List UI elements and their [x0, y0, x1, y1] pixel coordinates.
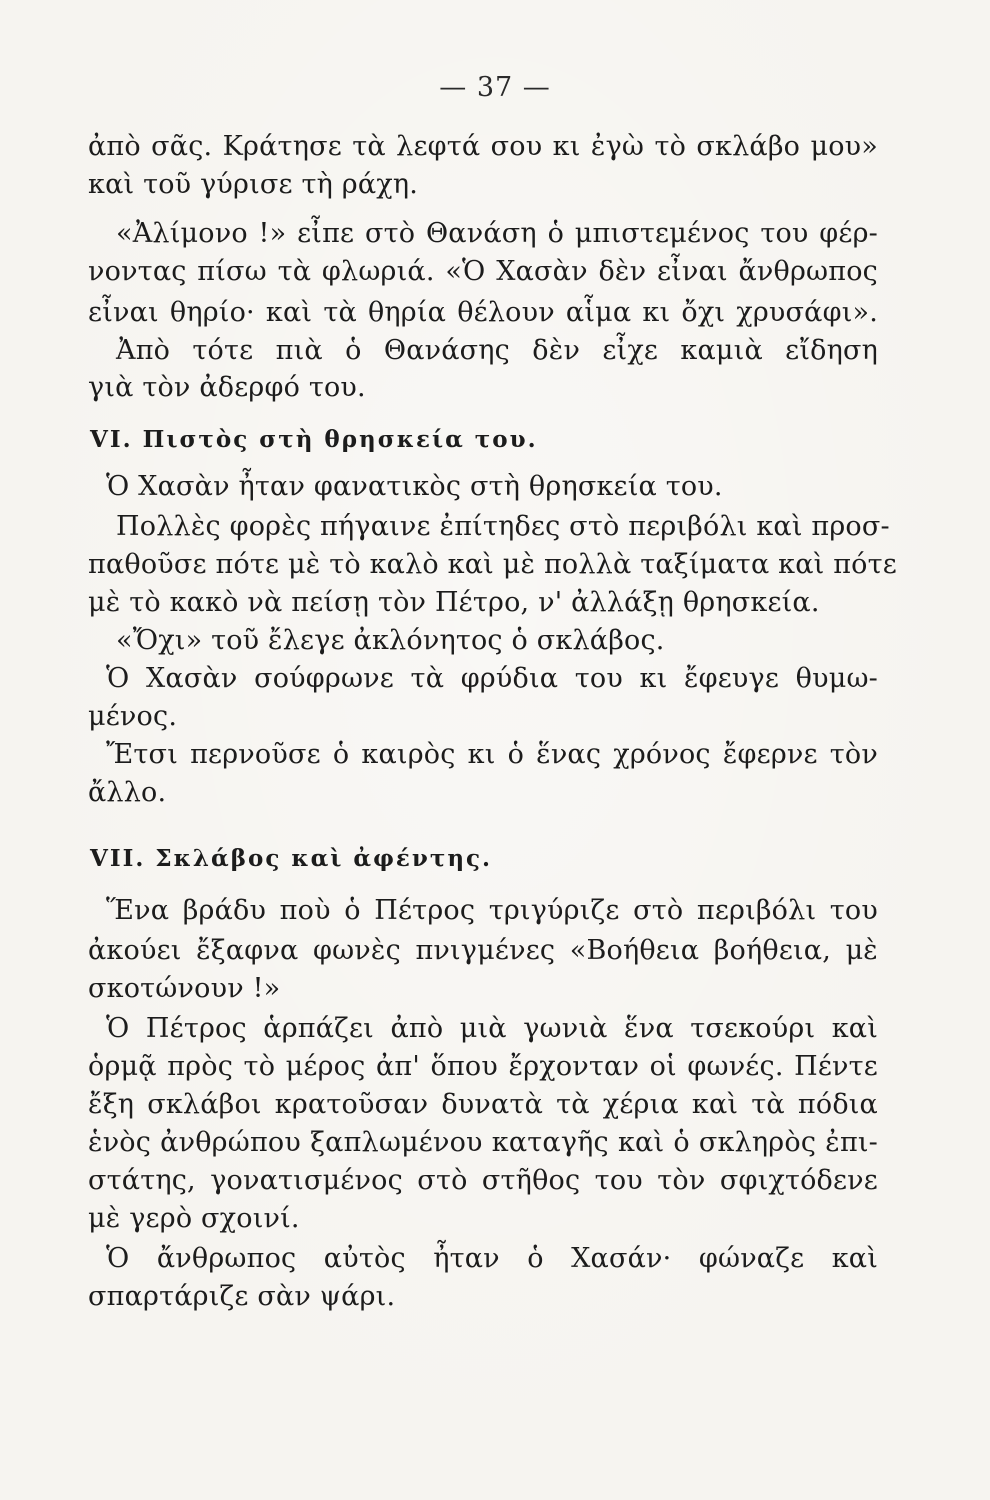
text-line: στάτης, γονατισμένος στὸ στῆθος του τὸν σφιχτόδενε: [88, 1165, 878, 1196]
text-line: Ἕνα βράδυ ποὺ ὁ Πέτρος τριγύριζε στὸ περιβόλι του: [106, 895, 878, 926]
text-line: ὁρμᾷ πρὸς τὸ μέρος ἀπ' ὅπου ἔρχονταν οἱ φωνές. Πέντε: [88, 1051, 878, 1082]
text-line: μὲ τὸ κακὸ νὰ πείσῃ τὸν Πέτρο, ν' ἀλλάξῃ θρησκεία.: [88, 587, 820, 618]
text-line: Ὁ Χασὰν σούφρωνε τὰ φρύδια του κι ἔφευγε θυμω-: [106, 663, 878, 694]
text-line: Ἀπὸ τότε πιὰ ὁ Θανάσης δὲν εἶχε καμιὰ εἴδηση: [116, 335, 878, 366]
text-line: «Ὄχι» τοῦ ἔλεγε ἀκλόνητος ὁ σκλάβος.: [116, 625, 665, 656]
text-line: νοντας πίσω τὰ φλωριά. «Ὁ Χασὰν δὲν εἶναι ἄνθρωπος: [88, 256, 878, 287]
text-line: ἑνὸς ἀνθρώπου ξαπλωμένου καταγῆς καὶ ὁ σκληρὸς ἐπι-: [88, 1127, 878, 1158]
text-line: σκοτώνουν !»: [88, 973, 281, 1004]
text-line: Πολλὲς φορὲς πήγαινε ἐπίτηδες στὸ περιβόλι καὶ προσ-: [116, 511, 890, 542]
text-line: ἔξη σκλάβοι κρατοῦσαν δυνατὰ τὰ χέρια καὶ τὰ πόδια: [88, 1089, 878, 1120]
text-line: μένος.: [88, 701, 178, 732]
page-number: — 37 —: [439, 72, 551, 103]
text-line: Ἔτσι περνοῦσε ὁ καιρὸς κι ὁ ἕνας χρόνος ἔφερνε τὸν: [106, 739, 878, 770]
text-line: Ὁ ἄνθρωπος αὐτὸς ἦταν ὁ Χασάν· φώναζε καὶ: [106, 1243, 878, 1274]
section-heading: VII. Σκλάβος καὶ ἀφέντης.: [90, 845, 493, 872]
text-line: «Ἀλίμονο !» εἶπε στὸ Θανάση ὁ μπιστεμένος του φέρ-: [116, 218, 878, 249]
text-line: σπαρτάριζε σὰν ψάρι.: [88, 1281, 396, 1312]
text-line: εἶναι θηρίο· καὶ τὰ θηρία θέλουν αἷμα κι ὄχι χρυσάφι».: [88, 297, 878, 328]
text-line: ἀπὸ σᾶς. Κράτησε τὰ λεφτά σου κι ἐγὼ τὸ σκλάβο μου»: [88, 131, 878, 162]
text-line: ἀκούει ἔξαφνα φωνὲς πνιγμένες «Βοήθεια βοήθεια, μὲ: [88, 935, 878, 966]
text-line: ἄλλο.: [88, 777, 167, 808]
text-line: Ὁ Χασὰν ἦταν φανατικὸς στὴ θρησκεία του.: [106, 471, 723, 502]
text-line: γιὰ τὸν ἀδερφό του.: [88, 372, 366, 403]
text-line: καὶ τοῦ γύρισε τὴ ράχη.: [88, 169, 418, 200]
text-line: μὲ γερὸ σχοινί.: [88, 1203, 300, 1234]
section-heading: VI. Πιστὸς στὴ θρησκεία του.: [90, 426, 538, 453]
text-line: παθοῦσε πότε μὲ τὸ καλὸ καὶ μὲ πολλὰ ταξίματα καὶ πότε: [88, 549, 897, 580]
text-line: Ὁ Πέτρος ἁρπάζει ἀπὸ μιὰ γωνιὰ ἕνα τσεκούρι καὶ: [106, 1013, 878, 1044]
